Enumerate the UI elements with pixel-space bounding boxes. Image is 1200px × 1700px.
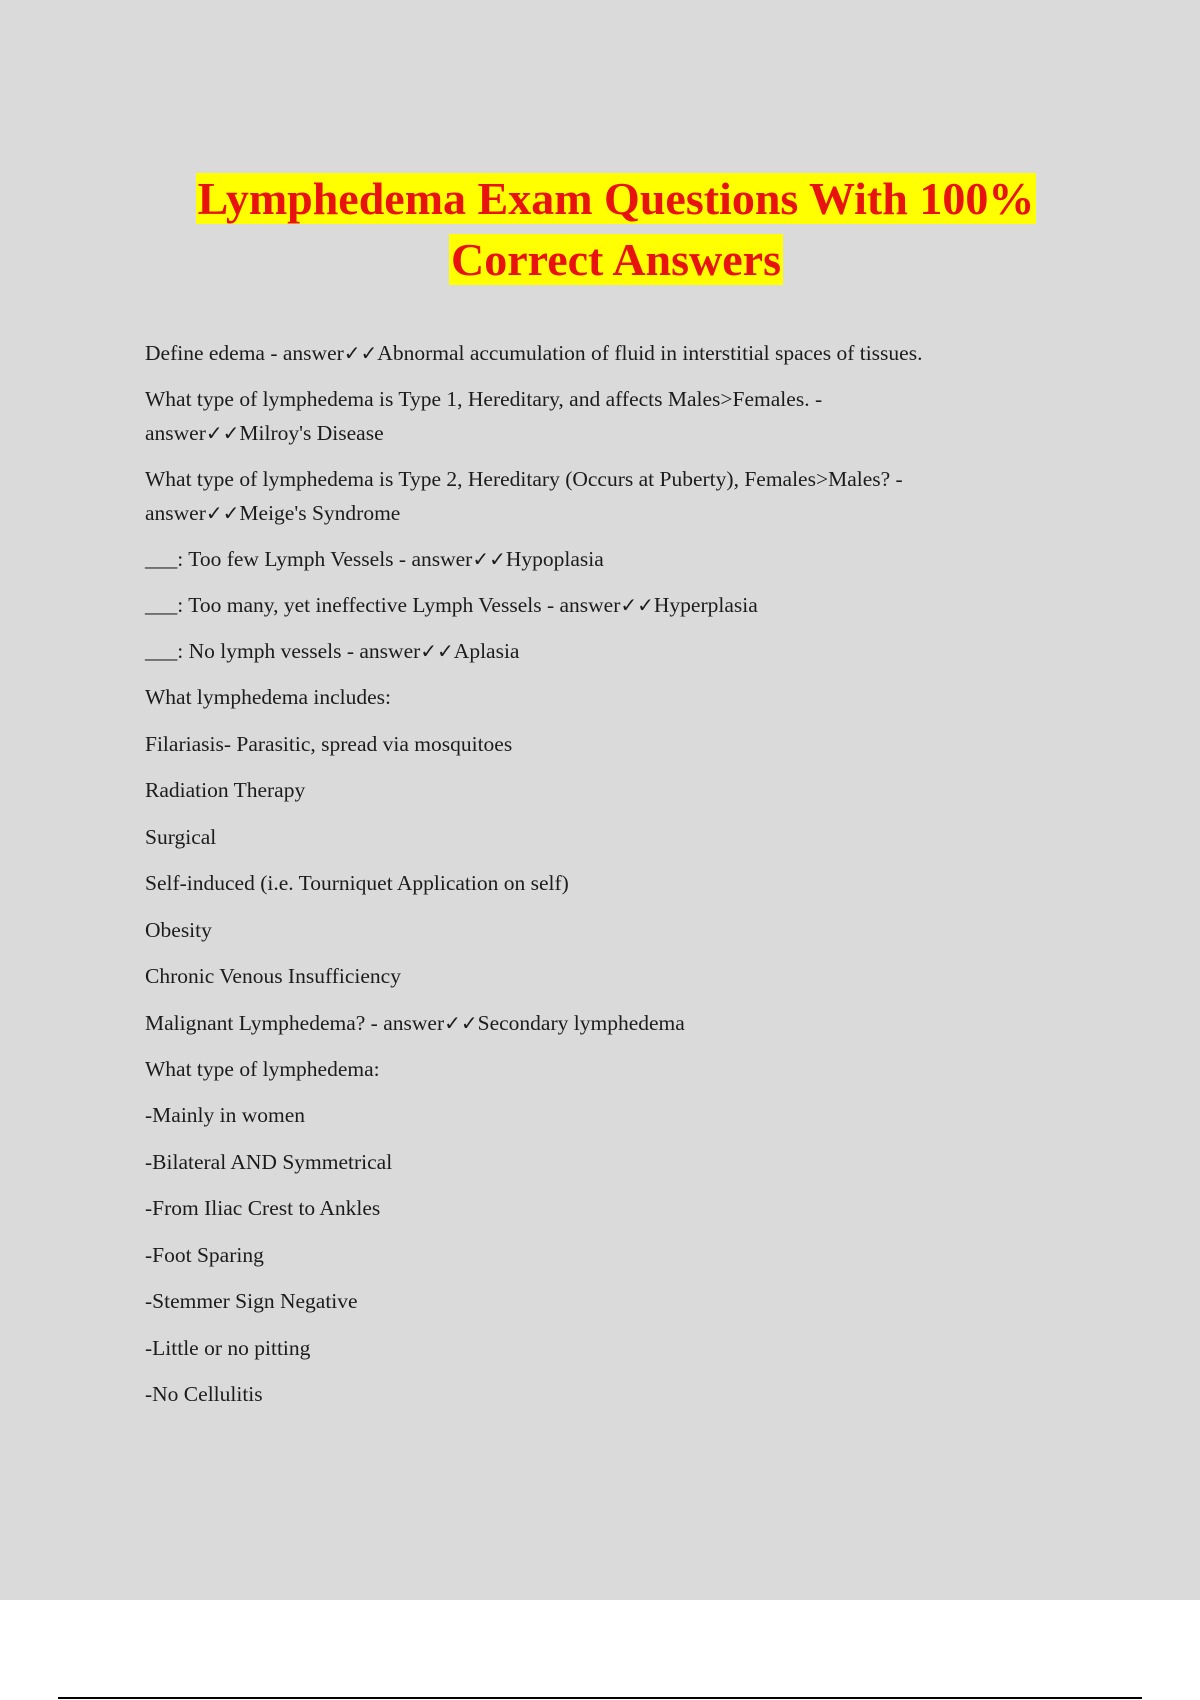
text-line: What lymphedema includes:: [145, 685, 391, 709]
qa-item: [145, 542, 1045, 576]
qa-item: [145, 634, 1045, 668]
answer-text: Abnormal accumulation of fluid in interstitial spaces of tissues.: [377, 341, 923, 365]
answer-text: Hyperplasia: [653, 593, 758, 617]
answer-text: Secondary lymphedema: [477, 1010, 685, 1035]
answer-check-marks: ✓✓: [472, 547, 506, 571]
text-line: Radiation Therapy: [145, 778, 306, 802]
question-text: ___: Too few Lymph Vessels - answer: [145, 547, 473, 571]
text-line: -Stemmer Sign Negative: [145, 1289, 358, 1313]
answer-check-marks: ✓✓: [620, 593, 654, 617]
question-text: ___: No lymph vessels - answer: [145, 639, 421, 663]
question-line: [145, 462, 1045, 496]
answer-text: Hypoplasia: [505, 547, 604, 571]
question-text: What type of lymphedema is Type 2, Hereditary (Occurs at Puberty), Females>Males? -: [145, 467, 903, 491]
text-line: Obesity: [145, 917, 212, 942]
question-line: [145, 382, 1045, 416]
answer-check-marks: ✓✓: [343, 341, 378, 365]
text-line: Filariasis- Parasitic, spread via mosquitoes: [145, 731, 513, 756]
question-text: What type of lymphedema is Type 1, Hereditary, and affects Males>Females. -: [145, 387, 823, 411]
title-line-2: Correct Answers: [451, 234, 781, 285]
qa-item: [145, 1006, 1045, 1040]
text-line: -Foot Sparing: [145, 1242, 264, 1267]
text-line: What type of lymphedema:: [145, 1056, 380, 1081]
text-line: -No Cellulitis: [145, 1382, 263, 1406]
text-line: Self-induced (i.e. Tourniquet Application on self): [145, 871, 569, 895]
question-text: ___: Too many, yet ineffective Lymph Vessels - answer: [145, 593, 621, 617]
document-title: [0, 168, 1200, 290]
qa-item: [145, 588, 1045, 622]
question-text: Malignant Lymphedema? - answer: [145, 1010, 445, 1035]
text-line: Chronic Venous Insufficiency: [145, 964, 401, 988]
qa-item: [145, 336, 1045, 370]
answer-check-marks: ✓✓: [205, 421, 240, 445]
answer-text: Aplasia: [453, 639, 520, 663]
text-line: -From Iliac Crest to Ankles: [145, 1196, 381, 1220]
answer-line: [145, 416, 1045, 450]
text-line: -Little or no pitting: [145, 1335, 311, 1360]
answer-text: Meige's Syndrome: [239, 501, 401, 525]
answer-check-marks: ✓✓: [444, 1010, 478, 1035]
answer-check-marks: ✓✓: [420, 639, 454, 663]
answer-prefix: answer: [145, 421, 206, 445]
text-line: -Mainly in women: [145, 1103, 306, 1127]
qa-item: [145, 462, 1045, 530]
answer-prefix: answer: [145, 501, 206, 525]
question-text: Define edema - answer: [145, 341, 344, 365]
title-line-1: Lymphedema Exam Questions With 100%: [197, 173, 1035, 224]
document-body: [145, 336, 1045, 1424]
text-line: -Bilateral AND Symmetrical: [145, 1149, 393, 1174]
answer-check-marks: ✓✓: [205, 501, 240, 525]
text-line: Surgical: [145, 824, 217, 849]
footer-divider: [58, 1697, 1142, 1699]
answer-line: [145, 496, 1045, 530]
answer-text: Milroy's Disease: [239, 421, 384, 445]
qa-item: [145, 382, 1045, 450]
